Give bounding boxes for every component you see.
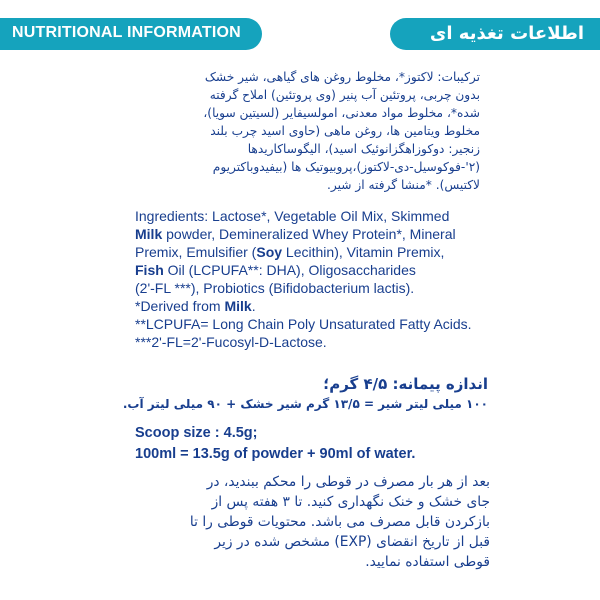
ingredients-line: Premix, Emulsifier (Soy Lecithin), Vitamin Premix,: [135, 244, 445, 260]
farsi-ingredients-line: مخلوط ویتامین ها، روغن ماهی (حاوی اسید چرب بلند: [210, 124, 480, 138]
mix-ratio: 100ml = 13.5g of powder + 90ml of water.: [135, 446, 416, 462]
derived-note: *Derived from Milk.: [135, 298, 256, 314]
english-serving-block: [135, 423, 495, 465]
farsi-mix-ratio: ۱۰۰ میلی لیتر شیر = ۱۳/۵ گرم شیر خشک + ۹۰ میلی لیتر آب.: [122, 397, 488, 411]
farsi-storage-line: جای خشک و خنک نگهداری کنید. تا ۳ هفته پس از: [211, 494, 490, 510]
title-farsi-banner: [390, 18, 600, 50]
ingredients-line: Fish Oil (LCPUFA**: DHA), Oligosaccharides: [135, 262, 416, 278]
farsi-ingredients-line: (۲'-فوکوسیل-دی-لاکتوز)،پروبیوتیک ها (بیفیدوباکتریوم: [212, 160, 480, 174]
farsi-ingredients-line: بدون چربی، پروتئین آب پنیر (وی پروتئین) املاح گرفته: [209, 88, 480, 102]
scoop-size: Scoop size : 4.5g;: [135, 425, 258, 441]
farsi-scoop-size: اندازه پیمانه: ۴/۵ گرم؛: [323, 375, 488, 393]
allergen-soy: Soy: [256, 244, 283, 260]
farsi-storage-block: [128, 472, 490, 572]
farsi-ingredients-line: زنجیر: دوکوزاهگزانوئیک اسید)، الیگوساکاریدها: [247, 142, 480, 156]
farsi-storage-line: قبل از تاریخ انقضای (EXP) مشخص شده در زیر: [214, 534, 490, 550]
title-english-banner: [0, 18, 262, 50]
farsi-ingredients-line: ترکیبات: لاکتوز*، مخلوط روغن های گیاهی، شیر خشک: [204, 70, 480, 84]
header-bar: [0, 0, 600, 62]
allergen-milk: Milk: [135, 226, 163, 242]
ingredients-line: (2'-FL ***), Probiotics (Bifidobacterium lactis).: [135, 280, 415, 296]
allergen-milk: Milk: [224, 298, 252, 314]
farsi-ingredients-line: شده*، مخلوط مواد معدنی، امولسیفایر (لسیتین سویا)،: [203, 106, 480, 120]
farsi-serving-block: [122, 373, 488, 413]
farsi-storage-line: بعد از هر بار مصرف در قوطی را محکم ببندید، در: [206, 474, 490, 490]
farsi-storage-line: قوطی استفاده نمایید.: [365, 554, 490, 570]
title-english: NUTRITIONAL INFORMATION: [12, 24, 241, 41]
english-ingredients-block: [135, 207, 495, 351]
farsi-storage-line: بازکردن قابل مصرف می باشد. محتویات قوطی را تا: [189, 514, 490, 530]
ingredients-line: Ingredients: Lactose*, Vegetable Oil Mix, Skimmed: [135, 208, 450, 224]
farsi-ingredients-block: [125, 68, 480, 194]
title-farsi: اطلاعات تغذیه ای: [429, 23, 584, 44]
footnote-lcpufa: **LCPUFA= Long Chain Poly Unsaturated Fatty Acids.: [135, 316, 472, 332]
farsi-ingredients-line: لاکتیس). *منشا گرفته از شیر.: [327, 178, 480, 192]
footnote-2fl: ***2'-FL=2'-Fucosyl-D-Lactose.: [135, 334, 327, 350]
allergen-fish: Fish: [135, 262, 164, 278]
ingredients-line: Milk powder, Demineralized Whey Protein*, Mineral: [135, 226, 456, 242]
